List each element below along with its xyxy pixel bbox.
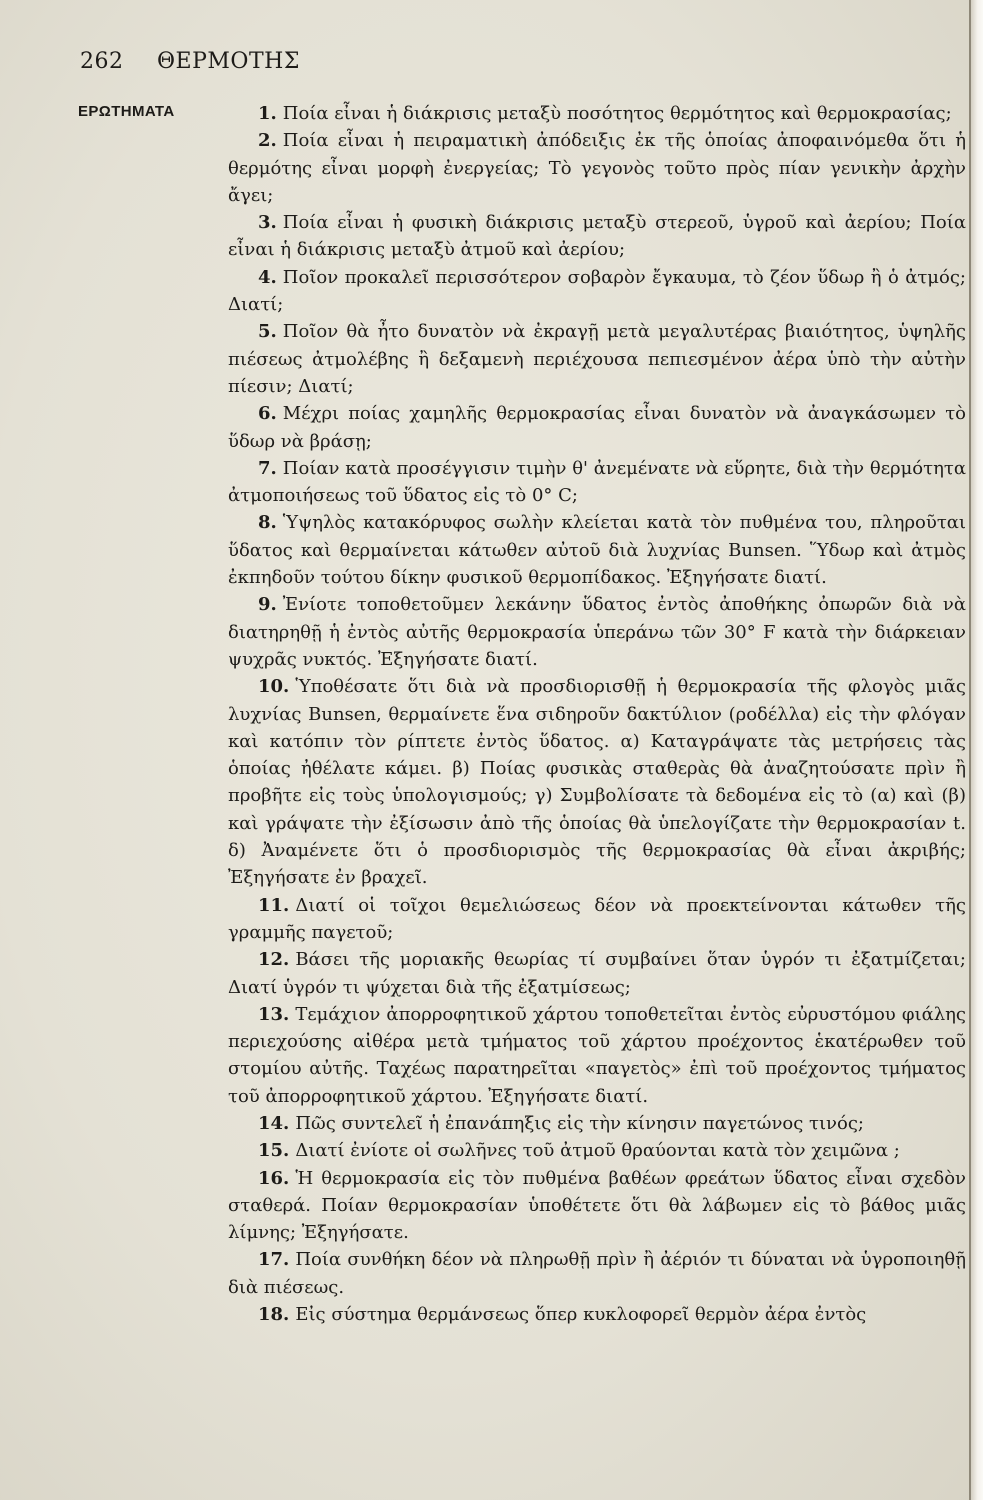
question-text: Ποία συνθήκη δέον νὰ πληρωθῇ πρὶν ἢ ἀέριόν τι δύναται νὰ ὑγροποιηθῇ διὰ πιέσεως. [228,1249,966,1298]
question-5 [228,318,966,400]
question-12 [228,946,966,1001]
question-number: 12. [258,949,290,971]
question-number: 18. [258,1304,290,1326]
question-number: 16. [258,1167,290,1189]
question-13 [228,1001,966,1110]
question-text: Ποίαν κατὰ προσέγγισιν τιμὴν θ' ἀνεμένατε νὰ εὕρητε, διὰ τὴν θερμότητα ἀτμοποιήσεως τοῦ ὕδατος εἰς τὸ 0° C; [228,457,966,507]
question-number: 5. [258,321,277,343]
question-text: Βάσει τῆς μοριακῆς θεωρίας τί συμβαίνει ὅταν ὑγρόν τι ἐξατμίζεται; Διατί ὑγρόν τι ψύχεται διὰ τῆς ἐξατμίσεως; [228,949,966,998]
questions-list [228,100,966,1328]
question-text: Ἐνίοτε τοποθετοῦμεν λεκάνην ὕδατος ἐντὸς ἀποθήκης ὀπωρῶν διὰ νὰ διατηρηθῇ ἡ ἐντὸς αὐτῆς θερμοκρασία ὑπεράνω τῶν 30° F κατὰ τὴν διάρκειαν ψυχρᾶς νυκτός. Ἐξηγήσατε διατί. [228,594,966,670]
question-text: Διατί οἱ τοῖχοι θεμελιώσεως δέον νὰ προεκτείνονται κάτωθεν τῆς γραμμῆς παγετοῦ; [228,894,966,943]
question-number: 11. [258,894,290,916]
question-number: 14. [258,1112,290,1134]
question-number: 3. [258,212,277,234]
question-text: Ὑψηλὸς κατακόρυφος σωλὴν κλείεται κατὰ τὸν πυθμένα του, πληροῦται ὕδατος καὶ θερμαίνεται κάτωθεν αὐτοῦ διὰ λυχνίας Bunsen. Ὕδωρ καὶ ἀτμὸς ἐκπηδοῦν τούτου δίκην φυσικοῦ θερμοπίδακος. Ἐξηγήσατε διατί. [228,512,966,589]
question-11 [228,892,966,947]
question-text: Ποία εἶναι ἡ φυσικὴ διάκρισις μεταξὺ στερεοῦ, ὑγροῦ καὶ ἀερίου; Ποία εἶναι ἡ διάκρισις μεταξὺ ἀτμοῦ καὶ ἀερίου; [228,212,966,261]
question-number: 13. [258,1003,290,1025]
question-text: Διατί ἐνίοτε οἱ σωλῆνες τοῦ ἀτμοῦ θραύονται κατὰ τὸν χειμῶνα ; [295,1140,900,1162]
question-number: 15. [258,1140,290,1162]
question-number: 10. [258,676,290,698]
question-1 [228,100,966,127]
question-number: 8. [258,512,277,534]
question-text: Ὑποθέσατε ὅτι διὰ νὰ προσδιορισθῇ ἡ θερμοκρασία τῆς φλογὸς μιᾶς λυχνίας Bunsen, θερμαίνετε ἕνα σιδηροῦν δακτύλιον (ροδέλλα) εἰς τὴν φλόγαν καὶ κατόπιν τὸν ρίπτετε ἐντὸς ὕδατος. α) Καταγράψατε τὰς μετρήσεις τὰς ὁποίας ἠθέλατε κάμει. β) Ποίας φυσικὰς σταθερὰς θὰ ἀναζητούσατε πρὶν ἢ προβῆτε εἰς τοὺς ὑπολογισμούς; γ) Συμβολίσατε τὰ δεδομένα εἰς τὸ (α) καὶ (β) καὶ γράψατε τὴν ἐξίσωσιν ἀπὸ τῆς ὁποίας θὰ ὑπελογίζατε τὴν θερμοκρασίαν t. δ) Ἀναμένετε ὅτι ὁ προσδιορισμὸς τῆς θερμοκρασίας θὰ εἶναι ἀκριβής; Ἐξηγήσατε ἐν βραχεῖ. [228,676,966,889]
running-title: ΘΕΡΜΟΤΗΣ [157,49,300,74]
running-head [80,44,300,80]
question-number: 2. [258,130,277,152]
question-2 [228,127,966,209]
page-number: 262 [80,49,124,74]
question-number: 7. [258,457,277,479]
binding-edge [969,0,971,1500]
question-text: Ποῖον θὰ ἦτο δυνατὸν νὰ ἐκραγῇ μετὰ μεγαλυτέρας βιαιότητος, ὑψηλῆς πιέσεως ἀτμολέβης ἢ δεξαμενὴ περιέχουσα πεπιεσμένον ἀέρα ὑπὸ τὴν αὐτὴν πίεσιν; Διατί; [228,321,966,397]
question-number: 4. [258,266,277,288]
question-17 [228,1246,966,1301]
question-8 [228,509,966,591]
page-gutter [969,0,983,1500]
section-label: ΕΡΩΤΗΜΑΤΑ [78,103,175,120]
question-number: 9. [258,594,277,616]
question-text: Εἰς σύστημα θερμάνσεως ὅπερ κυκλοφορεῖ θερμὸν ἀέρα ἐντὸς [295,1304,867,1326]
question-text: Ποία εἶναι ἡ πειραματικὴ ἀπόδειξις ἐκ τῆς ὁποίας ἀποφαινόμεθα ὅτι ἡ θερμότης εἶναι μορφὴ ἐνεργείας; Τὸ γεγονὸς τοῦτο πρὸς πίαν γενικὴν ἀρχὴν ἄγει; [228,130,966,206]
question-16 [228,1165,966,1247]
question-number: 6. [258,403,277,425]
question-15 [228,1137,966,1164]
question-text: Τεμάχιον ἀπορροφητικοῦ χάρτου τοποθετεῖται ἐντὸς εὐρυστόμου φιάλης περιεχούσης αἰθέρα μετὰ τμήματος τοῦ χάρτου προέχοντος ἑκατέρωθεν τοῦ στομίου αὐτῆς. Ταχέως παρατηρεῖται «παγετὸς» ἐπὶ τοῦ προέχοντος τμήματος τοῦ ἀπορροφητικοῦ χάρτου. Ἐξηγήσατε διατί. [228,1003,966,1107]
question-9 [228,591,966,673]
question-6 [228,400,966,455]
question-10 [228,673,966,891]
question-text: Πῶς συντελεῖ ἡ ἐπανάπηξις εἰς τὴν κίνησιν παγετώνος τινός; [295,1112,864,1134]
question-number: 1. [258,103,277,124]
question-7 [228,455,966,510]
question-3 [228,209,966,264]
question-4 [228,264,966,319]
question-number: 17. [258,1249,290,1271]
question-18 [228,1301,966,1328]
question-14 [228,1110,966,1137]
question-text: Ποῖον προκαλεῖ περισσότερον σοβαρὸν ἔγκαυμα, τὸ ζέον ὕδωρ ἢ ὁ ἀτμός; Διατί; [228,266,966,316]
question-text: Ἡ θερμοκρασία εἰς τὸν πυθμένα βαθέων φρεάτων ὕδατος εἶναι σχεδὸν σταθερά. Ποίαν θερμοκρασίαν ὑποθέτετε ὅτι θὰ λάβωμεν εἰς τὸ βάθος μιᾶς λίμνης; Ἐξηγήσατε. [228,1167,966,1244]
question-text: Ποία εἶναι ἡ διάκρισις μεταξὺ ποσότητος θερμότητος καὶ θερμοκρασίας; [282,103,952,124]
question-text: Μέχρι ποίας χαμηλῆς θερμοκρασίας εἶναι δυνατὸν νὰ ἀναγκάσωμεν τὸ ὕδωρ νὰ βράσῃ; [228,403,966,452]
